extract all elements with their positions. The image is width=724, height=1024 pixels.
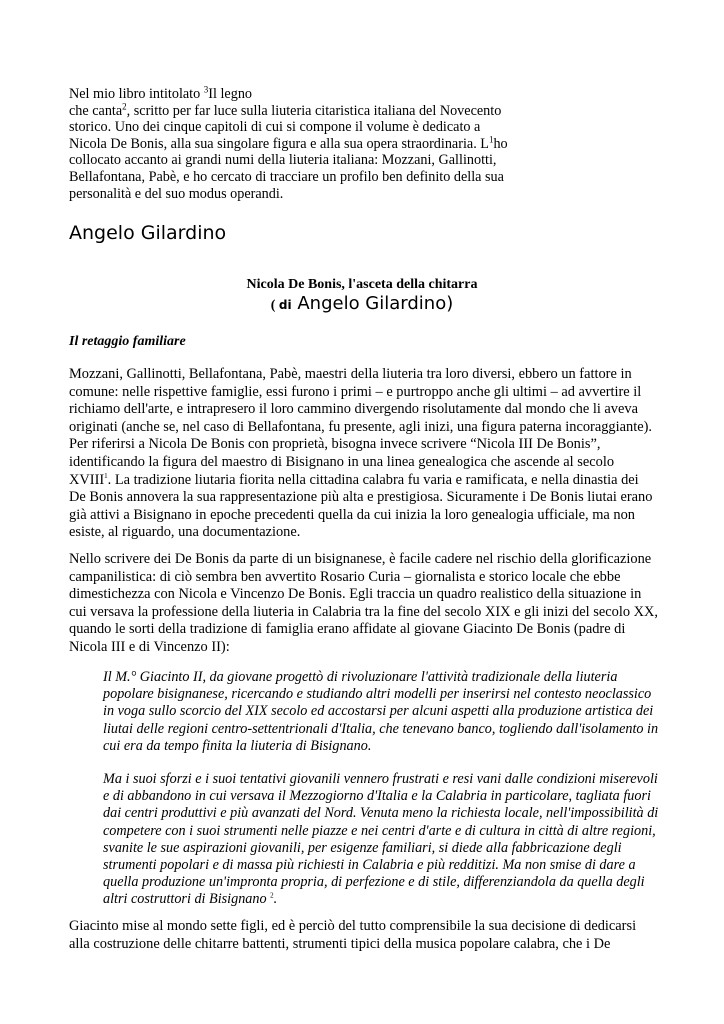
footnote-mark: 2 xyxy=(122,100,127,111)
intro-paragraph xyxy=(69,86,519,202)
intro-book-title-b: che canta xyxy=(69,102,123,119)
block-quote-2 xyxy=(103,771,663,909)
footnote-mark: 1 xyxy=(488,134,494,145)
article-title: Nicola De Bonis, l'asceta della chitarra xyxy=(246,277,478,292)
section-heading: Il retaggio familiare xyxy=(69,334,186,349)
article-subtitle xyxy=(0,292,724,318)
intro-book-title-a: Il legno xyxy=(208,86,253,102)
block-quote-2-text: Ma i suoi sforzi e i suoi tentativi giovanili vennero frustrati e resi vani dalle condizioni miserevoli e di abbandono in cui versava il Mezzogiorno d'Italia e la Calabria in particolare, tagliata fuori dai centri produttivi e più avanzati del Nord. Venuta meno la richiesta locale, nell'impossibilità di competere con i suoi strumenti nelle piazze e nei centri d'arte e di cultura in città di altre regioni, svanite le sue aspirazioni giovanili, per esigenze familiari, si diede alla fabbricazione degli strumenti popolari e di massa più richiesti in Calabria e più redditizi. Ma non smise di dare a quella produzione un'impronta propria, di perfezione e di stile, differenziandola da quella degli altri costruttori di Bisignano xyxy=(103,771,659,908)
footnote-mark: 2 xyxy=(270,891,274,900)
intro-text-a: Nel mio libro intitolato xyxy=(69,86,204,102)
footnote-mark: 1 xyxy=(104,471,108,480)
body-paragraph-1 xyxy=(69,366,659,542)
intro-text xyxy=(69,86,519,202)
footnote-mark: 3 xyxy=(203,84,209,95)
subtitle-author: Angelo Gilardino xyxy=(291,293,447,314)
body-paragraph-3: Giacinto mise al mondo sette figli, ed è perciò del tutto comprensibile la sua decisione di dedicarsi alla costruzione delle chitarre battenti, strumenti tipici della musica popolare calabra, che i De xyxy=(69,918,637,952)
body-paragraph-1-b: . La tradizione liutaria fiorita nella cittadina calabra fu varia e ramificata, e nella dinastia dei De Bonis annovera la sua rappresentazione più alta e prestigiosa. Sicuramente i De Bonis liutai erano già attivi a Bisignano in epoche precedenti quella da cui inizia la loro genealogia ufficiale, ma non esiste, al riguardo, una documentazione. xyxy=(69,471,653,541)
intro-text-c: , scritto per far luce sulla liuteria citaristica italiana del Novecento storico. Uno dei cinque capitoli di cui si compone il volume è dedicato a Nicola De Bonis, alla sua singolare figura e alla sua opera straordinaria. L xyxy=(69,102,502,152)
block-quote-2-end: . xyxy=(273,891,278,908)
intro-text-d: ho collocato accanto ai grandi numi della liuteria italiana: Mozzani, Gallinotti, Bellafontana, Pabè, e ho cercato di tracciare un profilo ben definito della sua personalità e del suo modus operandi. xyxy=(69,135,508,202)
body-paragraph-1-a: Mozzani, Gallinotti, Bellafontana, Pabè, maestri della liuteria tra loro diversi, ebbero un fattore in comune: nelle rispettive famiglie, essi furono i primi – e purtroppo anche gli ultimi – ad avvertire il richiamo dell'arte, e intrapresero il loro cammino divergendo risolutamente dal mondo che li aveva originati (anche se, nel caso di Bellafontana, fu presente, agli inizi, una figura paterna incoraggiante). Per riferirsi a Nicola De Bonis con proprietà, bisogna invece scrivere “Nicola III De Bonis”, identificando la figura del maestro di Bisignano in una linea genealogica che ascende al secolo XVIII xyxy=(69,366,652,488)
body-paragraph-2: Nello scrivere dei De Bonis da parte di un bisignanese, è facile cadere nel rischio della glorificazione campanilistica: di ciò sembra ben avvertito Rosario Curia – giornalista e storico locale che ebbe dimestichezza con Nicola e Vincenzo De Bonis. Egli traccia un quadro realistico della situazione in cui versava la professione della liuteria in Calabria tra la fine del secolo XIX e gli inizi del secolo XX, quando le sorti della tradizione di famiglia erano affidate al giovane Giacinto De Bonis (padre di Nicola III e di Vincenzo II): xyxy=(69,551,659,655)
subtitle-close-paren: ) xyxy=(446,293,454,314)
subtitle-open-paren: ( xyxy=(270,298,279,313)
author-signature: Angelo Gilardino xyxy=(69,222,227,244)
block-quote-1: Il M.° Giacinto II, da giovane progettò di rivoluzionare l'attività tradizionale della liuteria popolare bisignanese, ricercando e studiando altri modelli per inserirsi nel contesto neoclassico in voga sullo scorcio del XIX secolo ed accostarsi per alcuni aspetti alla produzione artistica dei liutai delle regioni centro-settentrionali d'Italia, che tenevano banco, togliendo dall'isolamento in cui era da tempo finita la liuteria di Bisignano. xyxy=(103,669,659,754)
subtitle-di: di xyxy=(278,298,292,312)
